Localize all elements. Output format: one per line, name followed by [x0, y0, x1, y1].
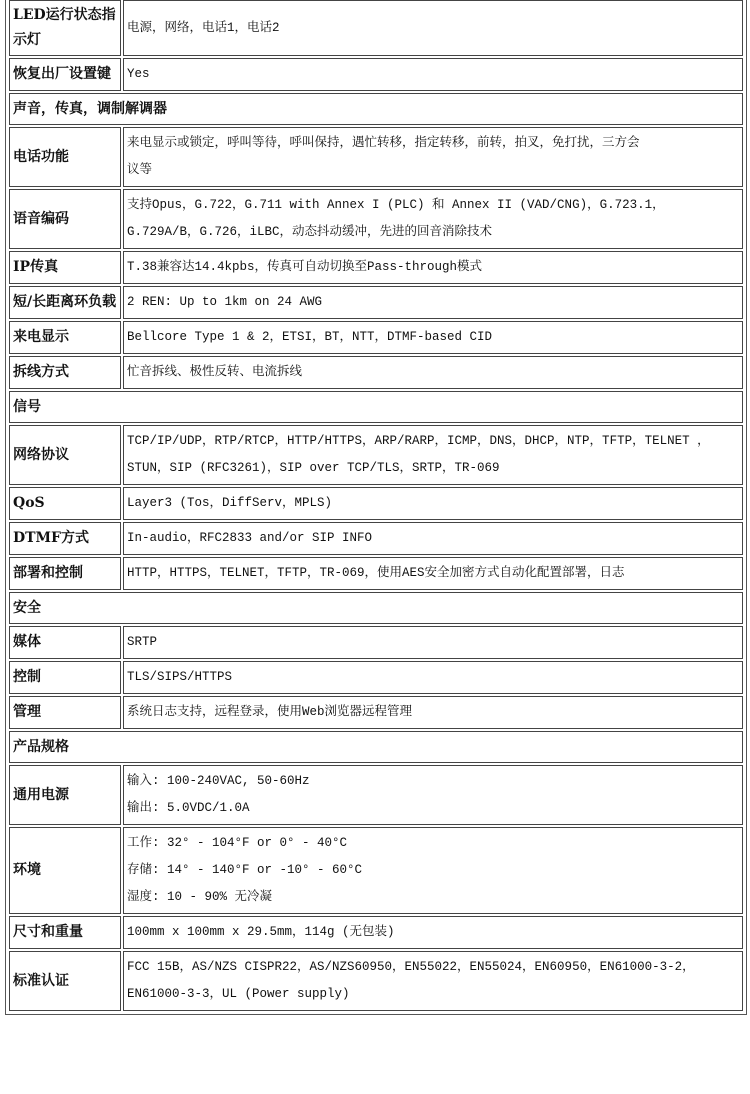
spec-value: [123, 127, 743, 187]
spec-row: [9, 916, 743, 949]
spec-value: [123, 0, 743, 56]
spec-value-line: 来电显示或锁定，呼叫等待，呼叫保持，遇忙转移，指定转移，前转，拍叉，免打扰，三方会: [127, 136, 640, 150]
spec-value-line: In-audio，RFC2833 and/or SIP INFO: [127, 531, 373, 545]
spec-row: [9, 951, 743, 1011]
spec-value-line: 100mm x 100mm x 29.5mm，114g (无包装): [127, 925, 395, 939]
spec-value: [123, 286, 743, 319]
spec-row: [9, 557, 743, 590]
spec-row: [9, 189, 743, 249]
spec-label: 恢复出厂设置键: [9, 58, 121, 91]
spec-value-line: 电源，网络，电话1，电话2: [127, 20, 280, 35]
spec-value-line: 系统日志支持，远程登录，使用Web浏览器远程管理: [127, 705, 413, 719]
spec-value: [123, 522, 743, 555]
spec-label: 网络协议: [9, 425, 121, 485]
spec-value-line: HTTP，HTTPS，TELNET，TFTP，TR-069，使用AES安全加密方式自动化配置部署，日志: [127, 566, 625, 580]
spec-value-line: G.729A/B，G.726，iLBC，动态抖动缓冲，先进的回音消除技术: [127, 225, 493, 239]
spec-row: [9, 356, 743, 389]
spec-value: [123, 916, 743, 949]
spec-value-line: SRTP: [127, 635, 158, 649]
spec-value: [123, 557, 743, 590]
spec-row: [9, 127, 743, 187]
spec-value-line: EN61000-3-3，UL (Power supply): [127, 987, 350, 1001]
spec-value-line: FCC 15B，AS/NZS CISPR22，AS/NZS60950，EN55022，EN55024，EN60950，EN61000-3-2，: [127, 960, 695, 974]
spec-value: [123, 626, 743, 659]
spec-label: LED运行状态指示灯: [9, 0, 121, 56]
spec-label: 语音编码: [9, 189, 121, 249]
spec-row: [9, 661, 743, 694]
section-title: 产品规格: [9, 731, 743, 763]
spec-value-line: 存储: 14° - 140°F or -10° - 60°C: [127, 863, 363, 877]
spec-row: [9, 321, 743, 354]
spec-table-container: [5, 0, 747, 1015]
spec-value-line: TCP/IP/UDP，RTP/RTCP，HTTP/HTTPS，ARP/RARP，ICMP，DNS，DHCP，NTP，TFTP，TELNET ，: [127, 434, 710, 448]
spec-value: [123, 661, 743, 694]
spec-value: [123, 951, 743, 1011]
spec-row: [9, 522, 743, 555]
spec-label: 电话功能: [9, 127, 121, 187]
spec-row: [9, 696, 743, 729]
spec-value-line: 支持Opus，G.722，G.711 with Annex I (PLC) 和 Annex II (VAD/CNG)，G.723.1，: [127, 198, 665, 212]
spec-row: [9, 626, 743, 659]
spec-value-line: 输入: 100-240VAC, 50-60Hz: [127, 774, 310, 788]
spec-value: [123, 251, 743, 284]
section-header-row: [9, 592, 743, 624]
section-header-row: [9, 731, 743, 763]
spec-label: 媒体: [9, 626, 121, 659]
spec-label: 管理: [9, 696, 121, 729]
spec-row: [9, 251, 743, 284]
spec-value-line: 湿度: 10 - 90% 无冷凝: [127, 890, 273, 904]
spec-value-line: Yes: [127, 67, 150, 81]
spec-row: [9, 425, 743, 485]
spec-value: [123, 765, 743, 825]
spec-label: DTMF方式: [9, 522, 121, 555]
section-title: 声音，传真，调制解调器: [9, 93, 743, 125]
spec-label: 短/长距离环负载: [9, 286, 121, 319]
section-header-row: [9, 391, 743, 423]
spec-label: 通用电源: [9, 765, 121, 825]
spec-label: 环境: [9, 827, 121, 914]
spec-value: [123, 58, 743, 91]
spec-label: 部署和控制: [9, 557, 121, 590]
spec-value: [123, 696, 743, 729]
spec-row: [9, 58, 743, 91]
spec-value-line: Bellcore Type 1 & 2，ETSI，BT，NTT，DTMF-based CID: [127, 330, 493, 344]
spec-value-line: STUN，SIP (RFC3261)，SIP over TCP/TLS，SRTP，TR-069: [127, 461, 500, 475]
spec-label: 尺寸和重量: [9, 916, 121, 949]
spec-label: QoS: [9, 487, 121, 520]
spec-label: 拆线方式: [9, 356, 121, 389]
spec-label: 来电显示: [9, 321, 121, 354]
spec-value-line: T.38兼容达14.4kpbs，传真可自动切换至Pass-through模式: [127, 260, 483, 274]
spec-row: [9, 487, 743, 520]
spec-value: [123, 189, 743, 249]
section-title: 安全: [9, 592, 743, 624]
spec-table: [7, 0, 745, 1013]
spec-value-line: 输出: 5.0VDC/1.0A: [127, 801, 250, 815]
spec-value-line: 议等: [127, 163, 153, 177]
spec-row: [9, 286, 743, 319]
spec-value: [123, 487, 743, 520]
spec-value: [123, 356, 743, 389]
spec-label: 标准认证: [9, 951, 121, 1011]
spec-label: IP传真: [9, 251, 121, 284]
spec-value: [123, 425, 743, 485]
spec-value-line: 忙音拆线、极性反转、电流拆线: [127, 365, 303, 379]
spec-value: [123, 827, 743, 914]
spec-value-line: TLS/SIPS/HTTPS: [127, 670, 233, 684]
spec-row: [9, 827, 743, 914]
spec-row: [9, 765, 743, 825]
section-title: 信号: [9, 391, 743, 423]
spec-row: [9, 0, 743, 56]
spec-value: [123, 321, 743, 354]
spec-value-line: 工作: 32° - 104°F or 0° - 40°C: [127, 836, 348, 850]
spec-table-body: [9, 0, 743, 1011]
spec-value-line: Layer3 (Tos，DiffServ，MPLS): [127, 496, 333, 510]
spec-value-line: 2 REN: Up to 1km on 24 AWG: [127, 295, 323, 309]
spec-label: 控制: [9, 661, 121, 694]
section-header-row: [9, 93, 743, 125]
